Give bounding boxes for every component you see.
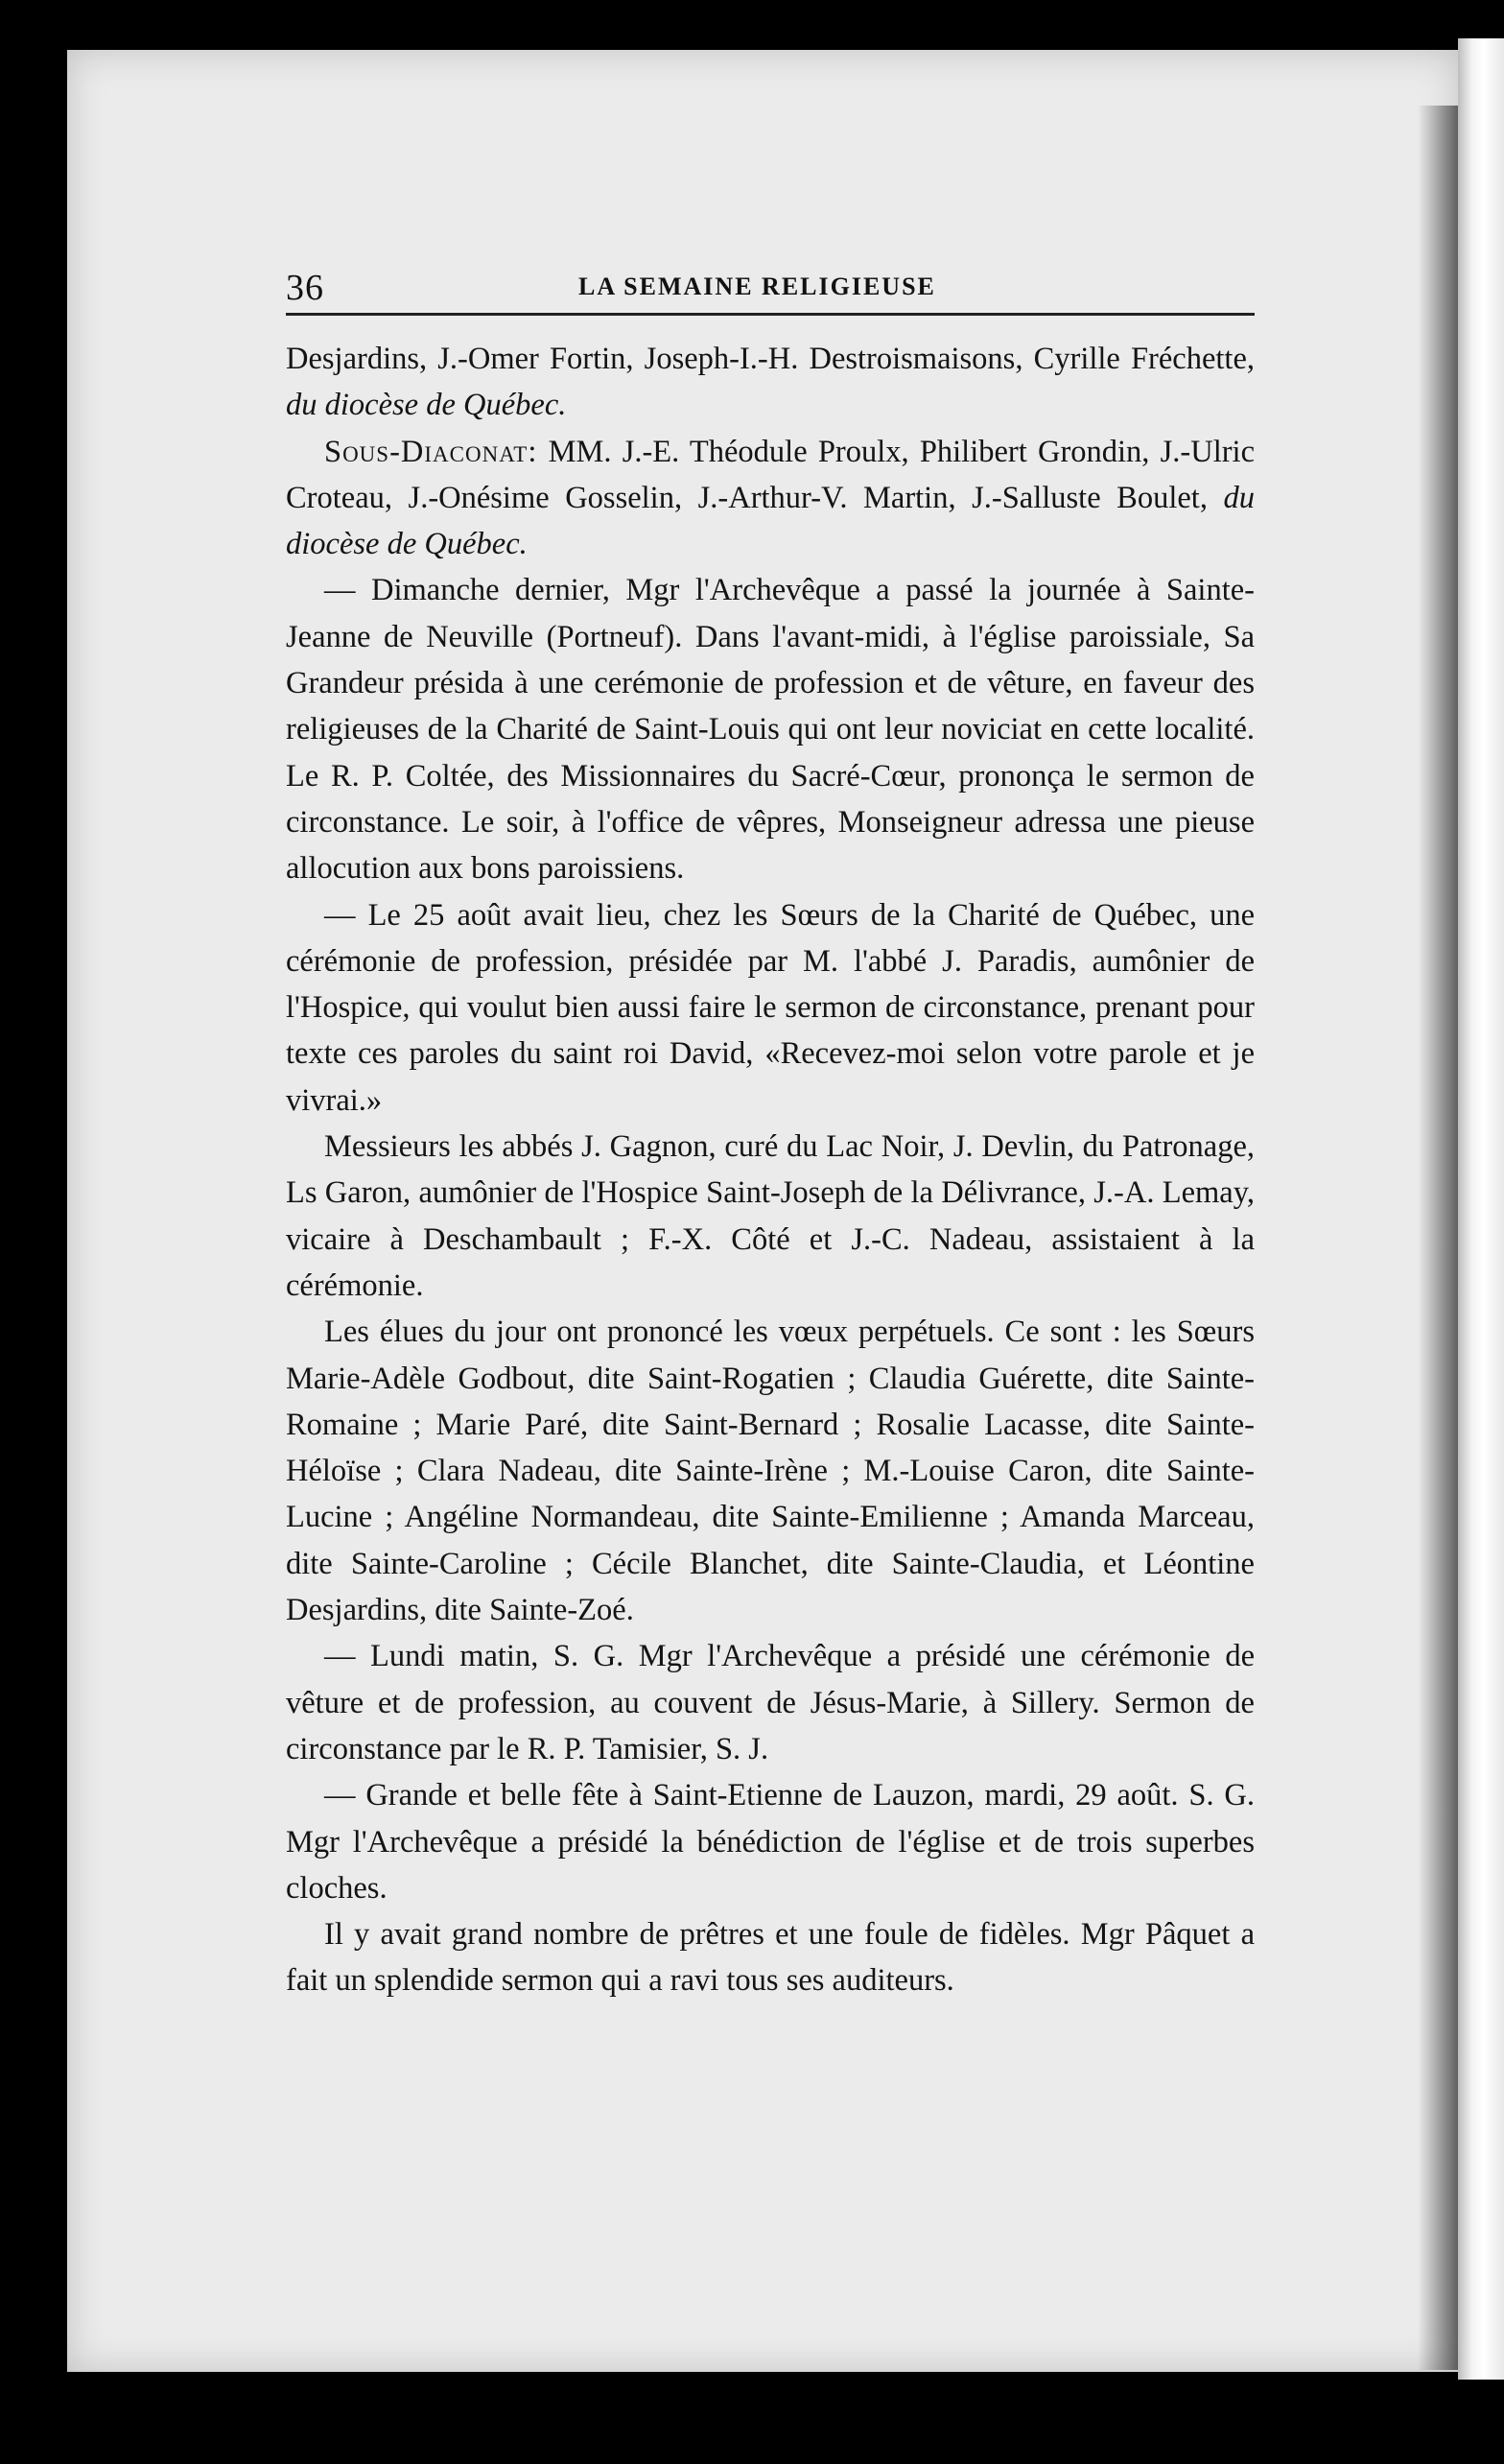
paragraph: Il y avait grand nombre de prêtres et une foule de fidèles. Mgr Pâquet a fait un splendide sermon qui a ravi tous ses auditeurs. [286, 1917, 1255, 1999]
paragraph-smallcaps: Sous-Diaconat: [324, 434, 538, 469]
paragraph-italic: du diocèse de Québec. [286, 388, 567, 423]
paragraph [286, 429, 1255, 568]
page-edge [1458, 38, 1504, 2380]
paragraph: Les élues du jour ont prononcé les vœux perpétuels. Ce sont : les Sœurs Marie-Adèle Godbout, dite Saint-Rogatien ; Claudia Guérette, dite Sainte-Romaine ; Marie Paré, dite Saint-Bernard ; Rosalie Lacasse, dite Sainte-Héloïse ; Clara Nadeau, dite Sainte-Irène ; M.-Louise Caron, dite Sainte-Lucine ; Angéline Normandeau, dite Sainte-Emilienne ; Amanda Marceau, dite Sainte-Caroline ; Cécile Blanchet, dite Sainte-Claudia, et Léontine Desjardins, dite Sainte-Zoé. [286, 1315, 1255, 1628]
paragraph: — Lundi matin, S. G. Mgr l'Archevêque a présidé une cérémonie de vêture et de profession, au couvent de Jésus-Marie, à Sillery. Sermon de circonstance par le R. P. Tamisier, S. J. [286, 1639, 1255, 1766]
paragraph: Messieurs les abbés J. Gagnon, curé du Lac Noir, J. Devlin, du Patronage, Ls Garon, aumônier de l'Hospice Saint-Joseph de la Délivrance, J.-A. Lemay, vicaire à Deschambault ; F.-X. Côté et J.-C. Nadeau, assistaient à la cérémonie. [286, 1129, 1255, 1303]
paragraph: — Dimanche dernier, Mgr l'Archevêque a passé la journée à Sainte-Jeanne de Neuville (Portneuf). Dans l'avant-midi, à l'église paroissiale, Sa Grandeur présida à une cerémonie de profession et de vêture, en faveur des religieuses de la Charité de Saint-Louis qui ont leur noviciat en cette localité. Le R. P. Coltée, des Missionnaires du Sacré-Cœur, prononça le sermon de circonstance. Le soir, à l'office de vêpres, Monseigneur adressa une pieuse allocution aux bons paroissiens. [286, 573, 1255, 887]
gutter-shadow [1418, 106, 1458, 2370]
paragraph [286, 336, 1255, 429]
header-rule [286, 313, 1255, 316]
paragraph-text: MM. J.-E. Théodule Proulx, Philibert Grondin, J.-Ulric Croteau, J.-Onésime Gosselin, J.-Arthur-V. Martin, J.-Salluste Boulet, [286, 434, 1255, 515]
paragraph: — Grande et belle fête à Saint-Etienne de Lauzon, mardi, 29 août. S. G. Mgr l'Archevêque a présidé la bénédiction de l'église et de trois superbes cloches. [286, 1778, 1255, 1906]
body-text [286, 336, 1255, 2004]
paragraph-text: Desjardins, J.-Omer Fortin, Joseph-I.-H. Destroismaisons, Cyrille Fréchette, [286, 342, 1255, 376]
page-number: 36 [286, 268, 324, 308]
paragraph: — Le 25 août avait lieu, chez les Sœurs de la Charité de Québec, une cérémonie de profession, présidée par M. l'abbé J. Paradis, aumônier de l'Hospice, qui voulut bien aussi faire le sermon de circonstance, prenant pour texte ces paroles du saint roi David, «Recevez-moi selon votre parole et je vivrai.» [286, 897, 1255, 1118]
page-header [286, 267, 1255, 309]
paragraph-italic: du diocèse de Québec. [286, 480, 1255, 562]
running-head: LA SEMAINE RELIGIEUSE [578, 272, 936, 300]
